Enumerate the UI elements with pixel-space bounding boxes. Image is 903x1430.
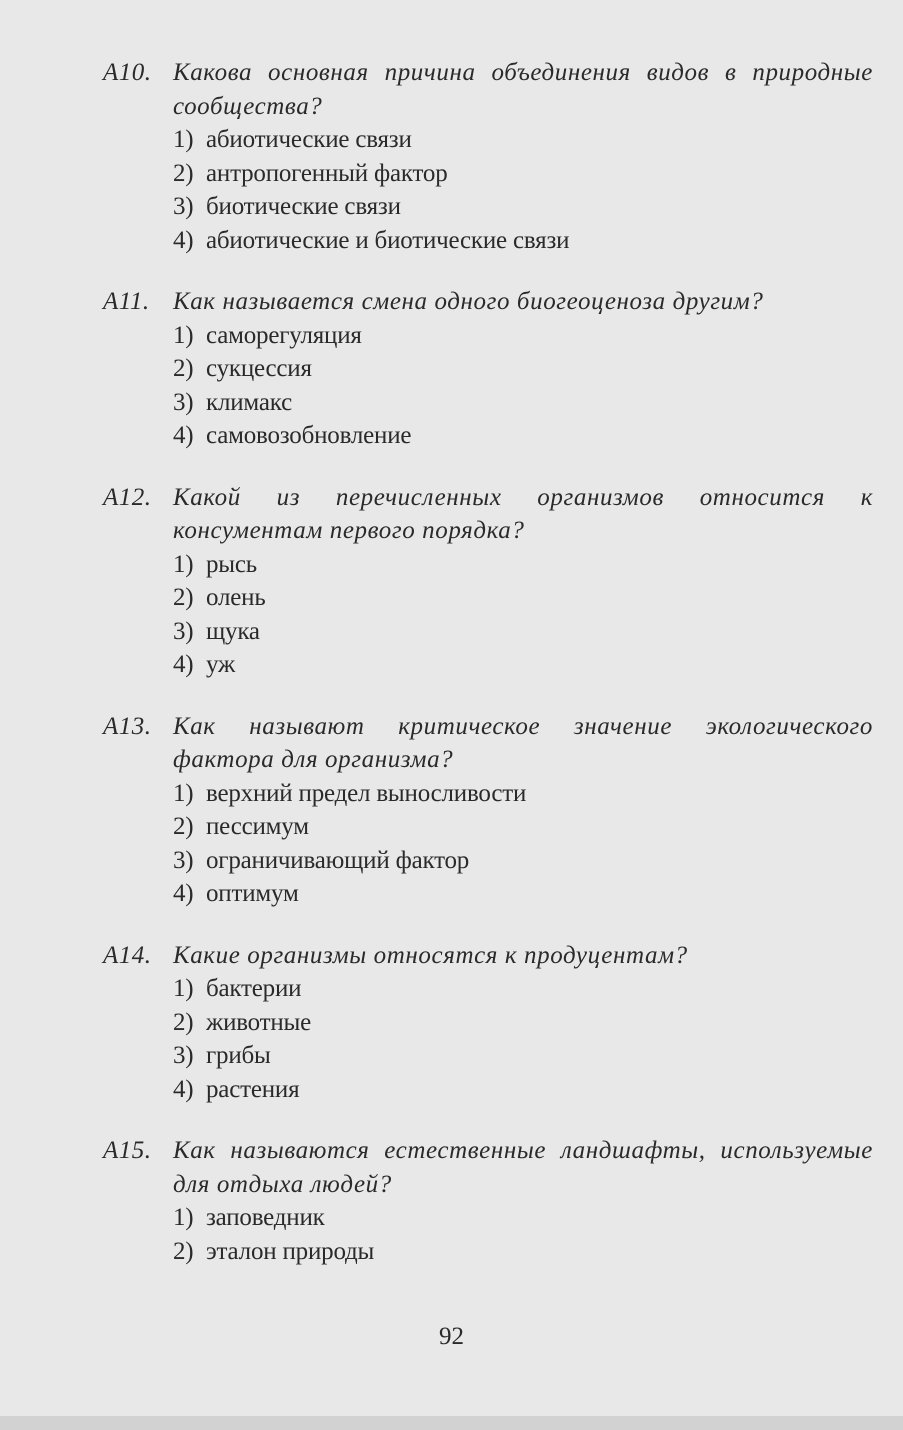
option-number: 1)	[173, 321, 194, 349]
answer-option	[173, 386, 873, 420]
answer-options	[103, 123, 873, 257]
answer-option	[173, 1073, 873, 1107]
option-number: 4)	[173, 880, 194, 907]
answer-option	[173, 810, 873, 844]
option-number: 1)	[173, 126, 194, 153]
page-bottom-edge	[0, 1416, 903, 1430]
option-number: 3)	[173, 193, 194, 220]
option-text: саморегуляция	[206, 321, 362, 349]
option-number: 4)	[173, 651, 194, 678]
answer-option	[173, 352, 873, 386]
question-number: А10.	[103, 59, 152, 86]
option-text: олень	[206, 584, 266, 611]
question-number: А15.	[103, 1137, 152, 1164]
option-number: 3)	[173, 388, 194, 416]
option-text: оптимум	[206, 880, 299, 907]
question-text: Какие организмы относятся к продуцентам?	[173, 941, 688, 969]
question-text: Какой из перечисленных организмов относится к консументам первого порядка?	[173, 483, 873, 544]
question-a13	[103, 710, 873, 911]
option-text: животные	[206, 1008, 312, 1036]
question-text: Как называют критическое значение экологического фактора для организма?	[173, 712, 873, 773]
answer-option	[173, 844, 873, 878]
question-a15	[103, 1134, 873, 1268]
answer-option	[173, 581, 873, 615]
option-text: грибы	[206, 1042, 271, 1069]
answer-option	[173, 1006, 873, 1040]
option-number: 4)	[173, 422, 194, 449]
option-number: 2)	[173, 584, 194, 611]
page-number: 92	[439, 1323, 464, 1350]
answer-option	[173, 319, 873, 353]
answer-option	[173, 777, 873, 811]
question-header	[103, 710, 873, 777]
option-text: абиотические связи	[206, 126, 412, 153]
answer-option	[173, 615, 873, 649]
answer-options	[103, 777, 873, 911]
option-text: рысь	[206, 550, 257, 578]
answer-option	[173, 972, 873, 1006]
question-list	[103, 56, 873, 1296]
option-text: растения	[206, 1075, 300, 1103]
option-number: 2)	[173, 813, 194, 840]
option-number: 1)	[173, 550, 194, 578]
option-number: 2)	[173, 1237, 194, 1265]
option-number: 3)	[173, 846, 194, 874]
question-header	[103, 481, 873, 548]
answer-option	[173, 123, 873, 157]
answer-options	[103, 319, 873, 453]
option-text: сукцессия	[206, 355, 312, 382]
option-number: 1)	[173, 779, 194, 807]
answer-option	[173, 157, 873, 191]
question-text: Как называются естественные ландшафты, используемые для отдыха людей?	[173, 1137, 873, 1198]
option-text: самовозобновление	[206, 422, 412, 449]
question-header	[103, 939, 873, 973]
option-number: 3)	[173, 1042, 194, 1069]
question-number: А14.	[103, 941, 152, 969]
option-text: уж	[206, 651, 236, 678]
option-text: эталон природы	[206, 1237, 375, 1265]
question-text: Как называется смена одного биогеоценоза другим?	[173, 288, 764, 315]
option-number: 4)	[173, 1075, 194, 1103]
answer-option	[173, 877, 873, 911]
option-text: антропогенный фактор	[206, 159, 448, 187]
question-header	[103, 56, 873, 123]
question-a10	[103, 56, 873, 257]
question-number: А11.	[103, 288, 150, 315]
question-number: А12.	[103, 483, 152, 511]
option-text: ограничивающий фактор	[206, 846, 470, 874]
answer-option	[173, 548, 873, 582]
option-text: пессимум	[206, 813, 309, 840]
question-a14	[103, 939, 873, 1107]
answer-option	[173, 1039, 873, 1073]
option-text: биотические связи	[206, 193, 401, 220]
question-a11	[103, 285, 873, 453]
option-text: верхний предел выносливости	[206, 779, 527, 807]
question-header	[103, 1134, 873, 1201]
option-number: 3)	[173, 617, 194, 645]
option-number: 2)	[173, 159, 194, 187]
answer-option	[173, 1235, 873, 1269]
option-text: заповедник	[206, 1204, 325, 1231]
option-text: щука	[206, 617, 260, 645]
answer-option	[173, 190, 873, 224]
answer-option	[173, 224, 873, 258]
answer-option	[173, 648, 873, 682]
option-number: 4)	[173, 226, 194, 254]
question-text: Какова основная причина объединения видов в природные сообщества?	[173, 59, 873, 120]
option-text: абиотические и биотические связи	[206, 226, 570, 254]
answer-options	[103, 1201, 873, 1268]
question-a12	[103, 481, 873, 682]
option-number: 2)	[173, 1008, 194, 1036]
question-header	[103, 285, 873, 319]
option-number: 1)	[173, 975, 194, 1002]
option-text: бактерии	[206, 975, 302, 1002]
option-text: климакс	[206, 388, 292, 416]
option-number: 2)	[173, 355, 194, 382]
answer-options	[103, 972, 873, 1106]
answer-option	[173, 1201, 873, 1235]
option-number: 1)	[173, 1204, 194, 1231]
answer-options	[103, 548, 873, 682]
question-number: А13.	[103, 712, 152, 740]
answer-option	[173, 419, 873, 453]
